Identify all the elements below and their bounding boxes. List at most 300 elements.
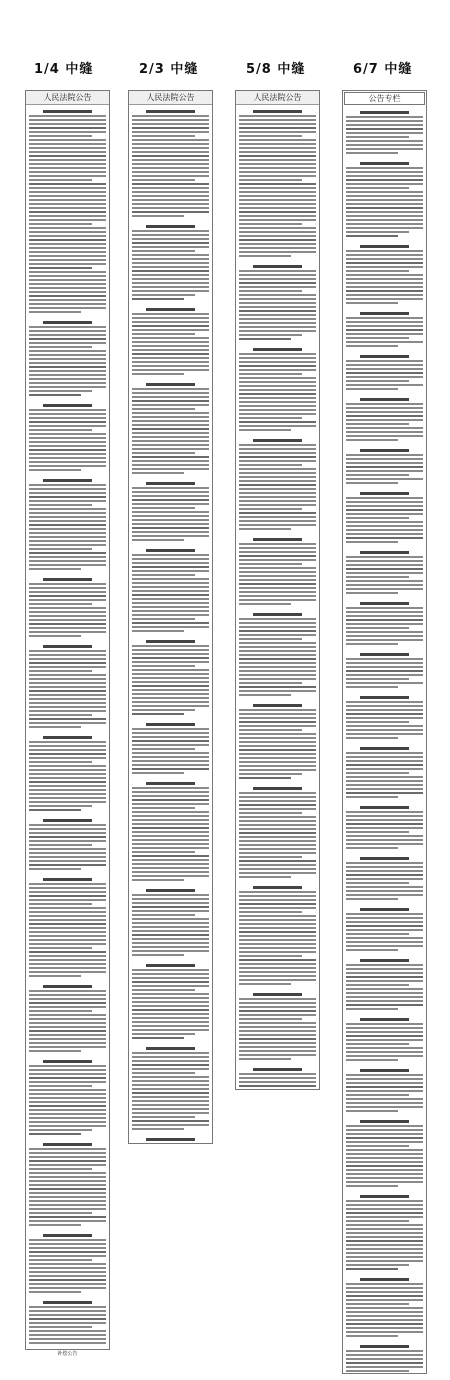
text-line bbox=[346, 898, 398, 900]
text-line bbox=[29, 243, 106, 245]
text-line bbox=[29, 223, 92, 225]
text-line bbox=[239, 294, 316, 296]
text-line bbox=[239, 480, 316, 482]
block-gap bbox=[346, 392, 423, 395]
text-line bbox=[239, 551, 316, 553]
notice-subhead bbox=[253, 993, 302, 996]
text-line bbox=[29, 374, 106, 376]
text-line bbox=[29, 678, 106, 680]
text-line bbox=[239, 452, 316, 454]
notice-subhead bbox=[360, 551, 409, 554]
text-line bbox=[239, 983, 291, 985]
column-header: 人民法院公告 bbox=[236, 91, 319, 105]
text-line bbox=[346, 501, 423, 503]
text-line bbox=[29, 251, 106, 253]
text-line bbox=[346, 1311, 423, 1313]
text-line bbox=[239, 429, 291, 431]
text-line bbox=[346, 945, 423, 947]
text-line bbox=[29, 753, 106, 755]
text-line bbox=[346, 136, 409, 138]
text-line bbox=[239, 765, 316, 767]
notice-subhead bbox=[253, 886, 302, 889]
text-line bbox=[346, 878, 423, 880]
text-line bbox=[132, 831, 209, 833]
text-line bbox=[29, 1204, 106, 1206]
text-line bbox=[132, 313, 209, 315]
block-gap bbox=[132, 476, 209, 479]
text-line bbox=[132, 388, 209, 390]
text-line bbox=[346, 1004, 423, 1006]
text-line bbox=[29, 1038, 106, 1040]
text-line bbox=[346, 1232, 423, 1234]
text-line bbox=[132, 653, 209, 655]
text-line bbox=[346, 588, 423, 590]
text-line bbox=[132, 811, 209, 813]
text-line bbox=[29, 939, 106, 941]
text-line bbox=[239, 516, 316, 518]
text-line bbox=[132, 1116, 195, 1118]
text-line bbox=[132, 910, 209, 912]
text-line bbox=[239, 512, 316, 514]
text-line bbox=[132, 713, 184, 715]
block-gap bbox=[132, 543, 209, 546]
text-line bbox=[346, 223, 423, 225]
text-line bbox=[132, 626, 209, 628]
block-gap bbox=[29, 639, 106, 642]
block-gap bbox=[132, 1132, 209, 1135]
text-line bbox=[239, 872, 316, 874]
text-line bbox=[239, 975, 316, 977]
text-line bbox=[239, 761, 316, 763]
text-line bbox=[346, 183, 423, 185]
text-line bbox=[239, 618, 316, 620]
text-line bbox=[132, 946, 209, 948]
text-line bbox=[346, 682, 423, 684]
text-line bbox=[239, 1030, 316, 1032]
text-line bbox=[346, 1078, 423, 1080]
text-line bbox=[239, 251, 316, 253]
text-line bbox=[346, 144, 423, 146]
notice-subhead bbox=[43, 110, 92, 113]
text-line bbox=[239, 377, 316, 379]
text-line bbox=[29, 461, 106, 463]
text-line bbox=[29, 540, 106, 542]
text-line bbox=[132, 325, 209, 327]
text-line bbox=[346, 1047, 423, 1049]
text-line bbox=[132, 345, 209, 347]
text-line bbox=[346, 568, 423, 570]
text-line bbox=[346, 474, 409, 476]
text-line bbox=[346, 1216, 423, 1218]
block-gap bbox=[346, 1339, 423, 1342]
text-line bbox=[29, 840, 106, 842]
text-line bbox=[132, 898, 209, 900]
text-line bbox=[132, 396, 209, 398]
text-line bbox=[346, 533, 423, 535]
text-line bbox=[239, 567, 316, 569]
text-line bbox=[346, 1177, 423, 1179]
text-line bbox=[346, 517, 409, 519]
text-line bbox=[132, 539, 184, 541]
text-line bbox=[29, 151, 106, 153]
text-line bbox=[346, 1165, 423, 1167]
block-gap bbox=[29, 730, 106, 733]
text-line bbox=[132, 527, 209, 529]
text-line bbox=[132, 515, 209, 517]
notice-subhead bbox=[360, 492, 409, 495]
text-line bbox=[29, 726, 81, 728]
text-line bbox=[239, 721, 316, 723]
text-line bbox=[239, 127, 316, 129]
text-line bbox=[29, 255, 106, 257]
text-line bbox=[29, 654, 106, 656]
text-line bbox=[29, 299, 106, 301]
notice-subhead bbox=[360, 1195, 409, 1198]
text-line bbox=[132, 618, 195, 620]
text-line bbox=[239, 951, 316, 953]
text-line bbox=[346, 619, 423, 621]
text-line bbox=[29, 1196, 106, 1198]
text-line bbox=[132, 1088, 209, 1090]
text-line bbox=[346, 175, 423, 177]
text-line bbox=[132, 705, 209, 707]
column-4 bbox=[342, 90, 427, 1374]
text-line bbox=[29, 706, 106, 708]
block-gap bbox=[29, 572, 106, 575]
block-gap bbox=[239, 607, 316, 610]
text-line bbox=[346, 564, 423, 566]
text-line bbox=[132, 211, 209, 213]
text-line bbox=[29, 1156, 106, 1158]
text-line bbox=[346, 360, 423, 362]
text-line bbox=[132, 270, 209, 272]
text-line bbox=[346, 1106, 423, 1108]
text-line bbox=[239, 753, 316, 755]
text-line bbox=[346, 976, 423, 978]
text-line bbox=[239, 555, 316, 557]
text-line bbox=[239, 405, 316, 407]
text-line bbox=[29, 911, 106, 913]
text-line bbox=[29, 1073, 106, 1075]
text-line bbox=[132, 1128, 184, 1130]
text-line bbox=[29, 520, 106, 522]
text-line bbox=[29, 366, 106, 368]
text-line bbox=[346, 415, 423, 417]
text-line bbox=[132, 586, 209, 588]
text-line bbox=[239, 579, 316, 581]
text-line bbox=[346, 1031, 423, 1033]
block-gap bbox=[29, 315, 106, 318]
text-line bbox=[346, 560, 423, 562]
text-line bbox=[132, 894, 209, 896]
text-line bbox=[239, 338, 291, 340]
text-line bbox=[29, 785, 106, 787]
text-line bbox=[346, 1204, 423, 1206]
text-line bbox=[29, 1176, 106, 1178]
text-line bbox=[29, 856, 106, 858]
text-line bbox=[239, 955, 302, 957]
text-line bbox=[346, 423, 409, 425]
text-line bbox=[29, 342, 106, 344]
text-line bbox=[346, 1319, 423, 1321]
text-line bbox=[346, 1220, 409, 1222]
text-line bbox=[132, 246, 209, 248]
text-line bbox=[346, 266, 423, 268]
text-line bbox=[132, 756, 209, 758]
text-line bbox=[29, 927, 106, 929]
text-line bbox=[29, 1121, 106, 1123]
text-line bbox=[239, 357, 316, 359]
text-line bbox=[29, 1322, 106, 1324]
text-line bbox=[239, 832, 316, 834]
notice-subhead bbox=[360, 1278, 409, 1281]
text-line bbox=[346, 709, 423, 711]
text-line bbox=[29, 504, 92, 506]
notice-subhead bbox=[146, 1138, 195, 1141]
text-line bbox=[29, 627, 106, 629]
notice-subhead bbox=[146, 964, 195, 967]
text-line bbox=[346, 466, 423, 468]
text-line bbox=[132, 452, 195, 454]
text-line bbox=[29, 1287, 106, 1289]
notice-subhead bbox=[360, 747, 409, 750]
text-line bbox=[29, 283, 106, 285]
text-line bbox=[29, 307, 106, 309]
text-line bbox=[346, 1161, 423, 1163]
text-line bbox=[239, 270, 316, 272]
text-line bbox=[239, 171, 316, 173]
text-line bbox=[29, 1200, 106, 1202]
text-line bbox=[346, 364, 423, 366]
text-line bbox=[346, 556, 423, 558]
text-line bbox=[29, 975, 81, 977]
text-line bbox=[239, 239, 316, 241]
notice-subhead bbox=[146, 549, 195, 552]
text-line bbox=[29, 1081, 106, 1083]
notice-subhead bbox=[253, 265, 302, 268]
text-line bbox=[29, 895, 106, 897]
text-line bbox=[29, 1180, 106, 1182]
text-line bbox=[29, 131, 106, 133]
text-line bbox=[29, 1192, 106, 1194]
text-line bbox=[132, 242, 209, 244]
text-line bbox=[132, 835, 209, 837]
text-line bbox=[29, 994, 106, 996]
text-line bbox=[132, 614, 209, 616]
text-line bbox=[239, 1073, 316, 1075]
text-line bbox=[239, 219, 316, 221]
text-line bbox=[29, 259, 106, 261]
text-line bbox=[29, 1042, 106, 1044]
text-line bbox=[239, 1026, 316, 1028]
text-line bbox=[29, 291, 106, 293]
text-line bbox=[132, 491, 209, 493]
text-line bbox=[132, 1021, 209, 1023]
text-line bbox=[29, 963, 106, 965]
text-line bbox=[346, 1141, 423, 1143]
text-line bbox=[346, 529, 423, 531]
text-line bbox=[239, 737, 316, 739]
text-line bbox=[29, 611, 106, 613]
text-line bbox=[132, 191, 209, 193]
text-line bbox=[346, 827, 423, 829]
text-line bbox=[29, 1220, 106, 1222]
text-line bbox=[239, 488, 316, 490]
text-line bbox=[239, 792, 316, 794]
text-line bbox=[346, 1264, 409, 1266]
text-line bbox=[346, 482, 398, 484]
text-line bbox=[29, 603, 92, 605]
text-line bbox=[132, 373, 184, 375]
block-gap bbox=[239, 433, 316, 436]
text-line bbox=[29, 587, 106, 589]
text-line bbox=[346, 929, 423, 931]
block-gap bbox=[346, 306, 423, 309]
text-line bbox=[29, 1105, 106, 1107]
text-line bbox=[346, 992, 423, 994]
text-line bbox=[29, 1168, 92, 1170]
text-line bbox=[132, 554, 209, 556]
text-line bbox=[239, 678, 316, 680]
text-line bbox=[132, 341, 209, 343]
text-line bbox=[132, 685, 209, 687]
text-line bbox=[29, 1014, 106, 1016]
notice-subhead bbox=[360, 355, 409, 358]
text-line bbox=[29, 338, 106, 340]
text-line bbox=[132, 1076, 209, 1078]
block-gap bbox=[132, 634, 209, 637]
text-line bbox=[29, 789, 106, 791]
text-line bbox=[346, 1086, 423, 1088]
text-line bbox=[29, 1318, 106, 1320]
text-line bbox=[132, 523, 209, 525]
text-line bbox=[29, 167, 106, 169]
text-line bbox=[29, 1034, 106, 1036]
text-line bbox=[29, 536, 106, 538]
text-line bbox=[239, 979, 316, 981]
text-line bbox=[132, 847, 209, 849]
text-line bbox=[239, 1038, 316, 1040]
text-line bbox=[132, 665, 195, 667]
text-line bbox=[29, 429, 92, 431]
text-line bbox=[239, 409, 316, 411]
text-line bbox=[346, 513, 423, 515]
text-line bbox=[132, 282, 209, 284]
text-line bbox=[346, 262, 423, 264]
text-line bbox=[132, 610, 209, 612]
text-line bbox=[346, 380, 409, 382]
block-gap bbox=[132, 776, 209, 779]
text-line bbox=[239, 468, 316, 470]
text-line bbox=[29, 409, 106, 411]
text-line bbox=[29, 378, 106, 380]
text-line bbox=[239, 231, 316, 233]
text-line bbox=[239, 290, 302, 292]
text-line bbox=[29, 1050, 81, 1052]
text-line bbox=[346, 1244, 423, 1246]
text-line bbox=[132, 851, 195, 853]
text-line bbox=[29, 990, 106, 992]
block-gap bbox=[346, 1114, 423, 1117]
text-line bbox=[132, 942, 209, 944]
text-line bbox=[132, 147, 209, 149]
text-line bbox=[29, 1326, 92, 1328]
text-line bbox=[239, 401, 316, 403]
notice-subhead bbox=[43, 479, 92, 482]
notice-subhead bbox=[360, 857, 409, 860]
text-line bbox=[29, 1109, 106, 1111]
text-line bbox=[346, 258, 423, 260]
text-line bbox=[132, 649, 209, 651]
text-line bbox=[29, 1212, 92, 1214]
text-line bbox=[29, 362, 106, 364]
text-line bbox=[239, 911, 302, 913]
text-line bbox=[29, 183, 106, 185]
block-gap bbox=[29, 1137, 106, 1140]
text-line bbox=[346, 576, 409, 578]
text-line bbox=[29, 931, 106, 933]
text-line bbox=[239, 931, 316, 933]
notice-subhead bbox=[43, 1060, 92, 1063]
text-line bbox=[346, 701, 423, 703]
notice-subhead bbox=[146, 225, 195, 228]
text-line bbox=[346, 1133, 423, 1135]
text-line bbox=[346, 835, 423, 837]
text-line bbox=[29, 1275, 106, 1277]
text-line bbox=[346, 231, 409, 233]
text-line bbox=[239, 757, 316, 759]
notice-subhead bbox=[43, 1234, 92, 1237]
text-line bbox=[346, 116, 423, 118]
text-line bbox=[132, 989, 195, 991]
text-line bbox=[239, 1042, 316, 1044]
text-line bbox=[346, 124, 423, 126]
text-line bbox=[132, 997, 209, 999]
text-line bbox=[346, 1287, 423, 1289]
text-line bbox=[239, 804, 316, 806]
text-line bbox=[239, 662, 316, 664]
text-line bbox=[239, 504, 316, 506]
text-line bbox=[132, 602, 209, 604]
text-line bbox=[346, 968, 423, 970]
text-line bbox=[132, 871, 209, 873]
text-line bbox=[346, 776, 423, 778]
text-line bbox=[239, 674, 316, 676]
text-line bbox=[132, 859, 209, 861]
text-line bbox=[346, 772, 409, 774]
text-line bbox=[239, 448, 316, 450]
text-line bbox=[132, 456, 209, 458]
text-line bbox=[29, 832, 106, 834]
text-line bbox=[239, 741, 316, 743]
text-line bbox=[29, 599, 106, 601]
text-line bbox=[29, 191, 106, 193]
text-line bbox=[132, 151, 209, 153]
text-line bbox=[239, 694, 291, 696]
text-line bbox=[29, 891, 106, 893]
text-line bbox=[132, 412, 209, 414]
text-line bbox=[29, 346, 92, 348]
text-line bbox=[29, 287, 106, 289]
text-line bbox=[132, 317, 209, 319]
text-line bbox=[132, 879, 184, 881]
text-line bbox=[346, 1082, 423, 1084]
text-line bbox=[239, 492, 316, 494]
text-line bbox=[239, 713, 316, 715]
text-line bbox=[239, 496, 316, 498]
text-line bbox=[29, 207, 106, 209]
text-line bbox=[29, 1006, 106, 1008]
